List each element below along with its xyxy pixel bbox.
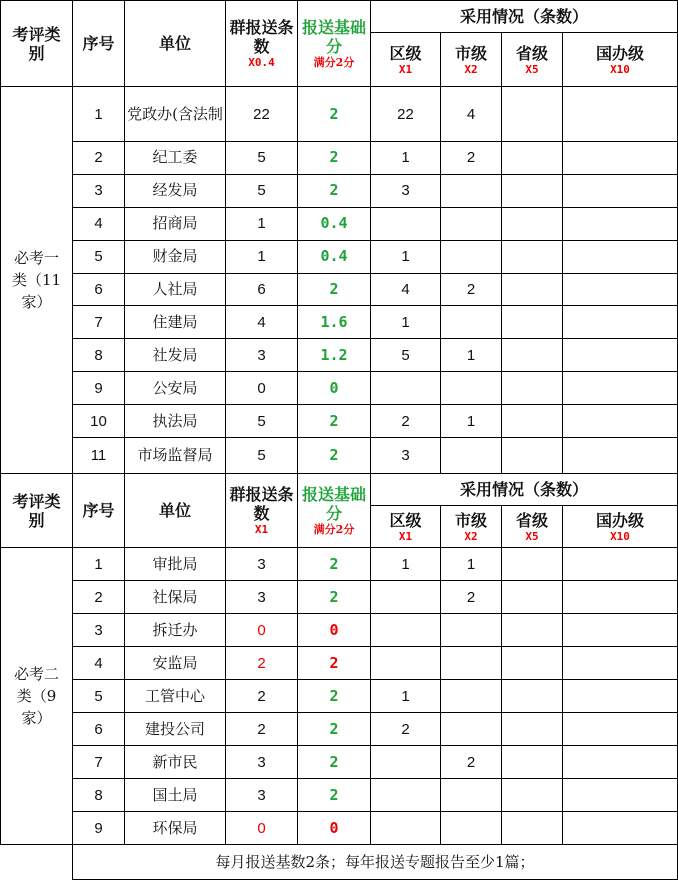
count-cell: 3: [226, 339, 298, 372]
unit-cell: 公安局: [125, 372, 226, 405]
state-cell: [563, 779, 678, 812]
city-cell: [441, 207, 502, 240]
table-row: [1, 713, 678, 746]
province-cell: [502, 174, 563, 207]
score-cell: 2: [298, 273, 371, 306]
province-cell: [502, 779, 563, 812]
district-cell: [371, 207, 441, 240]
count-cell: 0: [226, 614, 298, 647]
group-multiplier: X1: [254, 523, 269, 537]
province-cell: [502, 87, 563, 142]
state-header: 国办级 X10: [563, 506, 678, 548]
table-row: [1, 581, 678, 614]
count-cell: 2: [226, 647, 298, 680]
count-cell: 3: [226, 746, 298, 779]
district-cell: 3: [371, 438, 441, 474]
province-cell: [502, 339, 563, 372]
score-cell: 2: [298, 142, 371, 175]
unit-cell: 建投公司: [125, 713, 226, 746]
province-cell: [502, 812, 563, 845]
count-cell: 2: [226, 680, 298, 713]
score-cell: 2: [298, 713, 371, 746]
district-cell: 4: [371, 273, 441, 306]
category-header: 考评类别: [1, 1, 73, 87]
city-cell: [441, 306, 502, 339]
district-cell: [371, 614, 441, 647]
category-cell: 必考二类（9家）: [1, 548, 73, 845]
state-cell: [563, 438, 678, 474]
state-cell: [563, 273, 678, 306]
table-row: [1, 680, 678, 713]
score-cell: 2: [298, 680, 371, 713]
score-cell: 0.4: [298, 240, 371, 273]
count-cell: 0: [226, 812, 298, 845]
province-cell: [502, 746, 563, 779]
seq-cell: 9: [73, 812, 125, 845]
count-cell: 4: [226, 306, 298, 339]
score-cell: 2: [298, 647, 371, 680]
section1-header-row-1: [1, 1, 678, 33]
province-header: 省级 X5: [502, 33, 563, 87]
district-cell: [371, 581, 441, 614]
unit-cell: 住建局: [125, 306, 226, 339]
count-cell: 6: [226, 273, 298, 306]
table-row: [1, 812, 678, 845]
city-cell: 2: [441, 581, 502, 614]
count-cell: 3: [226, 581, 298, 614]
province-cell: [502, 405, 563, 438]
unit-cell: 经发局: [125, 174, 226, 207]
seq-cell: 4: [73, 647, 125, 680]
base-score-header: 报送基础分 满分2分: [298, 474, 371, 548]
seq-cell: 2: [73, 581, 125, 614]
province-cell: [502, 647, 563, 680]
adoption-header: 采用情况（条数）: [371, 474, 678, 506]
count-cell: 22: [226, 87, 298, 142]
score-cell: 1.2: [298, 339, 371, 372]
city-cell: [441, 779, 502, 812]
district-cell: 3: [371, 174, 441, 207]
unit-cell: 审批局: [125, 548, 226, 581]
city-cell: [441, 647, 502, 680]
table-row: [1, 240, 678, 273]
count-cell: 1: [226, 207, 298, 240]
unit-cell: 新市民: [125, 746, 226, 779]
province-cell: [502, 548, 563, 581]
seq-cell: 3: [73, 614, 125, 647]
group-report-header: 群报送条数 X0.4: [226, 1, 298, 87]
seq-cell: 6: [73, 713, 125, 746]
seq-cell: 7: [73, 746, 125, 779]
city-cell: [441, 174, 502, 207]
unit-cell: 社发局: [125, 339, 226, 372]
seq-cell: 1: [73, 87, 125, 142]
count-cell: 0: [226, 372, 298, 405]
city-cell: 1: [441, 548, 502, 581]
score-cell: 2: [298, 174, 371, 207]
unit-cell: 环保局: [125, 812, 226, 845]
city-cell: [441, 240, 502, 273]
state-cell: [563, 306, 678, 339]
state-header: 国办级 X10: [563, 33, 678, 87]
table-row: [1, 779, 678, 812]
seq-cell: 4: [73, 207, 125, 240]
state-cell: [563, 680, 678, 713]
district-cell: 1: [371, 680, 441, 713]
table-row: [1, 339, 678, 372]
seq-cell: 10: [73, 405, 125, 438]
seq-cell: 11: [73, 438, 125, 474]
state-cell: [563, 647, 678, 680]
district-cell: 1: [371, 142, 441, 175]
table-row: [1, 548, 678, 581]
section2-header-row-1: [1, 474, 678, 506]
district-cell: [371, 746, 441, 779]
unit-cell: 财金局: [125, 240, 226, 273]
unit-cell: 党政办(含法制: [125, 87, 226, 142]
unit-cell: 招商局: [125, 207, 226, 240]
unit-cell: 拆迁办: [125, 614, 226, 647]
score-cell: 2: [298, 548, 371, 581]
city-cell: 4: [441, 87, 502, 142]
city-cell: [441, 713, 502, 746]
seq-cell: 6: [73, 273, 125, 306]
score-cell: 2: [298, 405, 371, 438]
unit-cell: 安监局: [125, 647, 226, 680]
state-cell: [563, 87, 678, 142]
score-cell: 2: [298, 581, 371, 614]
footer-spacer: [1, 845, 73, 880]
unit-cell: 人社局: [125, 273, 226, 306]
count-cell: 5: [226, 405, 298, 438]
unit-cell: 纪工委: [125, 142, 226, 175]
city-cell: 1: [441, 405, 502, 438]
city-cell: 2: [441, 746, 502, 779]
score-cell: 0: [298, 812, 371, 845]
unit-cell: 执法局: [125, 405, 226, 438]
score-cell: 1.6: [298, 306, 371, 339]
score-cell: 0: [298, 372, 371, 405]
score-cell: 2: [298, 746, 371, 779]
table-row: [1, 87, 678, 142]
seq-header: 序号: [73, 1, 125, 87]
table-row: [1, 306, 678, 339]
unit-cell: 市场监督局: [125, 438, 226, 474]
district-cell: 2: [371, 713, 441, 746]
state-cell: [563, 339, 678, 372]
state-cell: [563, 548, 678, 581]
group-report-header: 群报送条数 X1: [226, 474, 298, 548]
score-cell: 2: [298, 438, 371, 474]
city-cell: 2: [441, 273, 502, 306]
state-cell: [563, 372, 678, 405]
unit-cell: 国土局: [125, 779, 226, 812]
score-cell: 0.4: [298, 207, 371, 240]
province-cell: [502, 680, 563, 713]
score-cell: 2: [298, 779, 371, 812]
unit-cell: 工管中心: [125, 680, 226, 713]
table-row: [1, 438, 678, 474]
city-header: 市级 X2: [441, 33, 502, 87]
state-cell: [563, 240, 678, 273]
table-row: [1, 614, 678, 647]
score-cell: 0: [298, 614, 371, 647]
province-cell: [502, 142, 563, 175]
base-score-header: 报送基础分 满分2分: [298, 1, 371, 87]
category-header: 考评类别: [1, 474, 73, 548]
province-cell: [502, 207, 563, 240]
unit-cell: 社保局: [125, 581, 226, 614]
district-cell: 22: [371, 87, 441, 142]
province-cell: [502, 372, 563, 405]
footer-row: [1, 845, 678, 880]
district-cell: 1: [371, 548, 441, 581]
province-cell: [502, 614, 563, 647]
count-cell: 1: [226, 240, 298, 273]
province-cell: [502, 438, 563, 474]
count-cell: 5: [226, 174, 298, 207]
group-multiplier: X0.4: [248, 56, 275, 69]
city-cell: [441, 438, 502, 474]
state-cell: [563, 581, 678, 614]
count-cell: 3: [226, 548, 298, 581]
state-cell: [563, 746, 678, 779]
district-cell: 1: [371, 240, 441, 273]
full-score-note: 满分2分: [313, 56, 355, 69]
unit-header: 单位: [125, 1, 226, 87]
table-row: [1, 372, 678, 405]
city-cell: [441, 680, 502, 713]
province-header: 省级 X5: [502, 506, 563, 548]
state-cell: [563, 174, 678, 207]
district-header: 区级 X1: [371, 33, 441, 87]
province-cell: [502, 240, 563, 273]
state-cell: [563, 614, 678, 647]
province-cell: [502, 713, 563, 746]
city-cell: [441, 372, 502, 405]
category-cell: 必考一类（11家）: [1, 87, 73, 474]
score-cell: 2: [298, 87, 371, 142]
district-cell: [371, 779, 441, 812]
full-score-note: 满分2分: [313, 523, 355, 537]
city-cell: 2: [441, 142, 502, 175]
district-cell: [371, 647, 441, 680]
seq-cell: 5: [73, 240, 125, 273]
state-cell: [563, 713, 678, 746]
city-cell: [441, 812, 502, 845]
count-cell: 2: [226, 713, 298, 746]
count-cell: 5: [226, 142, 298, 175]
seq-cell: 5: [73, 680, 125, 713]
table-row: [1, 273, 678, 306]
state-cell: [563, 812, 678, 845]
district-cell: 1: [371, 306, 441, 339]
seq-cell: 8: [73, 339, 125, 372]
district-header: 区级 X1: [371, 506, 441, 548]
table-row: [1, 405, 678, 438]
state-cell: [563, 207, 678, 240]
footer-note: 每月报送基数2条；每年报送专题报告至少1篇；: [73, 845, 678, 880]
city-cell: [441, 614, 502, 647]
seq-cell: 1: [73, 548, 125, 581]
state-cell: [563, 405, 678, 438]
district-cell: 2: [371, 405, 441, 438]
city-cell: 1: [441, 339, 502, 372]
table-row: [1, 647, 678, 680]
province-cell: [502, 581, 563, 614]
seq-cell: 7: [73, 306, 125, 339]
province-cell: [502, 273, 563, 306]
district-cell: [371, 812, 441, 845]
count-cell: 5: [226, 438, 298, 474]
adoption-header: 采用情况（条数）: [371, 1, 678, 33]
unit-header: 单位: [125, 474, 226, 548]
seq-cell: 8: [73, 779, 125, 812]
table-row: [1, 207, 678, 240]
district-cell: [371, 372, 441, 405]
seq-header: 序号: [73, 474, 125, 548]
seq-cell: 3: [73, 174, 125, 207]
seq-cell: 9: [73, 372, 125, 405]
district-cell: 5: [371, 339, 441, 372]
table-row: [1, 174, 678, 207]
city-header: 市级 X2: [441, 506, 502, 548]
province-cell: [502, 306, 563, 339]
seq-cell: 2: [73, 142, 125, 175]
table-row: [1, 142, 678, 175]
table-row: [1, 746, 678, 779]
count-cell: 3: [226, 779, 298, 812]
state-cell: [563, 142, 678, 175]
